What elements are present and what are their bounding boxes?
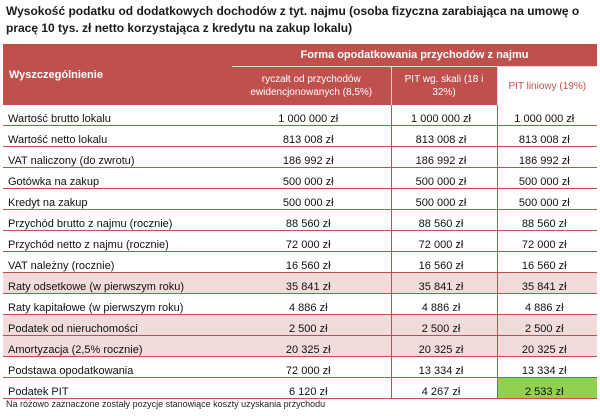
row-value: 16 560 zł — [391, 252, 497, 273]
row-value: 813 008 zł — [497, 126, 597, 147]
row-value: 20 325 zł — [497, 336, 597, 357]
header-group-label: Forma opodatkowania przychodów z najmu — [232, 44, 597, 67]
row-value: 16 560 zł — [232, 252, 391, 273]
row-value: 2 500 zł — [391, 315, 497, 336]
row-label: Amortyzacja (2,5% rocznie) — [3, 336, 232, 357]
row-value: 4 886 zł — [497, 294, 597, 315]
table-row — [3, 126, 597, 147]
row-value: 500 000 zł — [232, 189, 391, 210]
row-value: 4 886 zł — [232, 294, 391, 315]
row-value: 2 500 zł — [497, 315, 597, 336]
header-row-label: Wyszczególnienie — [3, 44, 232, 105]
table-row — [3, 210, 597, 231]
row-value: 35 841 zł — [391, 273, 497, 294]
table-row — [3, 378, 597, 399]
row-label: Podatek PIT — [3, 378, 232, 399]
row-value: 4 886 zł — [391, 294, 497, 315]
row-value: 500 000 zł — [391, 189, 497, 210]
row-value: 20 325 zł — [232, 336, 391, 357]
table-row — [3, 252, 597, 273]
row-value: 72 000 zł — [232, 231, 391, 252]
header-col-ryczalt: ryczałt od przychodów ewidencjonowanych (8,5%) — [232, 67, 391, 106]
row-label: Przychód netto z najmu (rocznie) — [3, 231, 232, 252]
table-row — [3, 273, 597, 294]
table-row — [3, 105, 597, 126]
table-row — [3, 357, 597, 378]
row-value: 186 992 zł — [497, 147, 597, 168]
row-value: 2 533 zł — [497, 378, 597, 399]
row-label: Raty kapitałowe (w pierwszym roku) — [3, 294, 232, 315]
table-body — [3, 105, 597, 399]
row-label: Gotówka na zakup — [3, 168, 232, 189]
row-value: 16 560 zł — [497, 252, 597, 273]
row-value: 4 267 zł — [391, 378, 497, 399]
row-value: 813 008 zł — [232, 126, 391, 147]
row-value: 1 000 000 zł — [391, 105, 497, 126]
header-row-top — [3, 44, 597, 67]
row-label: Raty odsetkowe (w pierwszym roku) — [3, 273, 232, 294]
row-value: 72 000 zł — [497, 231, 597, 252]
table-row — [3, 189, 597, 210]
row-value: 88 560 zł — [232, 210, 391, 231]
row-label: Przychód brutto z najmu (rocznie) — [3, 210, 232, 231]
row-value: 1 000 000 zł — [232, 105, 391, 126]
row-value: 88 560 zł — [497, 210, 597, 231]
header-col-pit-liniowy: PIT liniowy (19%) — [497, 67, 597, 106]
row-value: 6 120 zł — [232, 378, 391, 399]
table-row — [3, 231, 597, 252]
row-label: Podstawa opodatkowania — [3, 357, 232, 378]
row-label: Podatek od nieruchomości — [3, 315, 232, 336]
table-row — [3, 168, 597, 189]
row-value: 35 841 zł — [497, 273, 597, 294]
row-value: 13 334 zł — [391, 357, 497, 378]
row-value: 2 500 zł — [232, 315, 391, 336]
row-value: 813 008 zł — [391, 126, 497, 147]
table-row — [3, 294, 597, 315]
row-value: 186 992 zł — [232, 147, 391, 168]
row-value: 13 334 zł — [497, 357, 597, 378]
row-value: 1 000 000 zł — [497, 105, 597, 126]
row-value: 500 000 zł — [497, 189, 597, 210]
row-label: Wartość brutto lokalu — [3, 105, 232, 126]
table-row — [3, 336, 597, 357]
row-value: 72 000 zł — [232, 357, 391, 378]
row-value: 500 000 zł — [497, 168, 597, 189]
row-value: 186 992 zł — [391, 147, 497, 168]
row-value: 500 000 zł — [232, 168, 391, 189]
row-value: 88 560 zł — [391, 210, 497, 231]
table-row — [3, 315, 597, 336]
row-label: Kredyt na zakup — [3, 189, 232, 210]
row-label: Wartość netto lokalu — [3, 126, 232, 147]
row-value: 20 325 zł — [391, 336, 497, 357]
row-value: 500 000 zł — [391, 168, 497, 189]
header-col-pit-skala: PIT wg. skali (18 i 32%) — [391, 67, 497, 106]
tax-comparison-table — [3, 44, 597, 399]
row-value: 72 000 zł — [391, 231, 497, 252]
footnote: Na różowo zaznaczone zostały pozycje stanowiące koszty uzyskania przychodu — [6, 399, 326, 409]
row-value: 35 841 zł — [232, 273, 391, 294]
row-label: VAT należny (rocznie) — [3, 252, 232, 273]
row-label: VAT naliczony (do zwrotu) — [3, 147, 232, 168]
table-row — [3, 147, 597, 168]
page-title: Wysokość podatku od dodatkowych dochodów z tyt. najmu (osoba fizyczna zarabiająca na umowę o pracę 10 tys. zł netto korzystająca z kredytu na zakup lokalu) — [6, 4, 580, 35]
